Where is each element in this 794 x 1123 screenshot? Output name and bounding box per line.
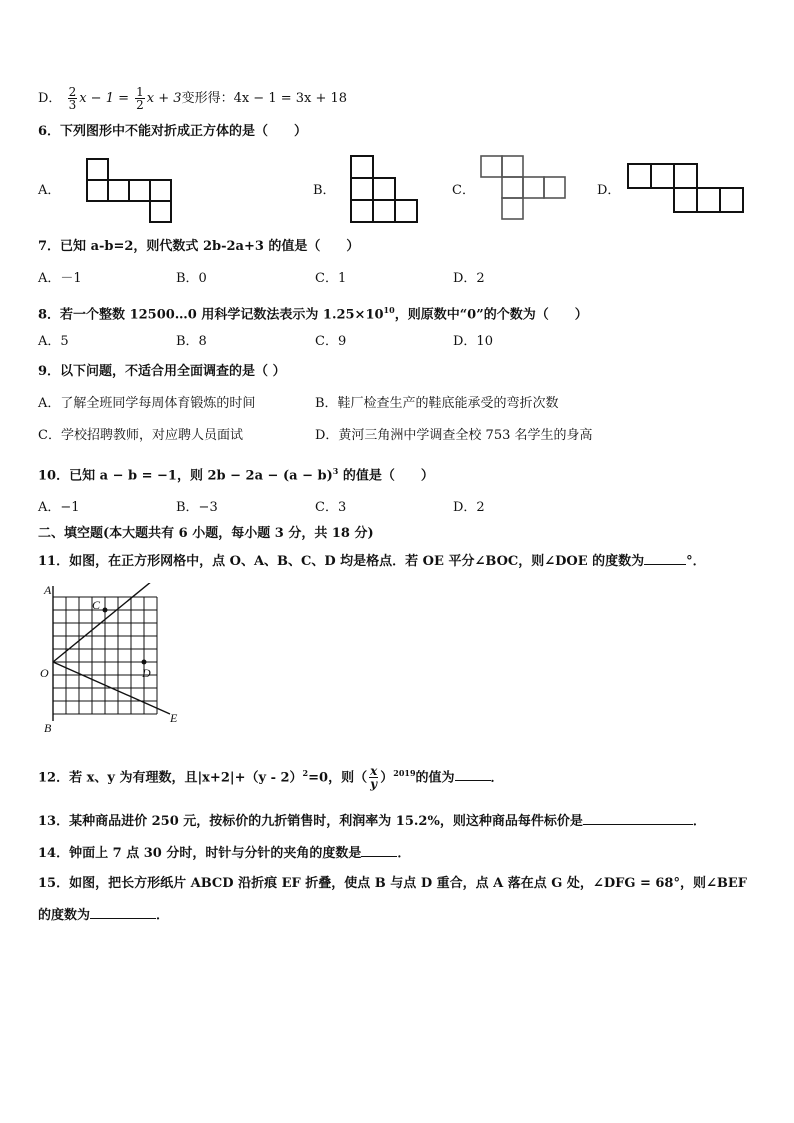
q6-label-c: C． — [452, 183, 475, 198]
q10-option-c: C．3 — [315, 500, 347, 515]
q11-answer-blank[interactable] — [644, 551, 686, 565]
q13-stem: 13．某种商品进价 250 元，按标价的九折销售时，利润率为 15.2%，则这种商品每件标价是 ． — [38, 811, 706, 831]
q9-option-b: B．鞋厂检查生产的鞋底能承受的弯折次数 — [315, 396, 559, 411]
q11-point-e: E — [170, 711, 178, 725]
q6-stem: 6．下列图形中不能对折成正方体的是（ ） — [38, 124, 308, 139]
q10-option-a: A．−1 — [38, 500, 80, 515]
q11-point-o: O — [40, 666, 49, 680]
q6-net-a — [86, 158, 174, 226]
q15-stem: 15．如图，把长方形纸片 ABCD 沿折痕 EF 折叠，使点 B 与点 D 重合，点 A 落在点 G 处，∠DFG = 68°，则∠BEF — [38, 876, 747, 891]
q6-net-d — [627, 163, 747, 217]
q6-net-b — [350, 155, 420, 227]
q12-stem: 12．若 x、y 为有理数，且|x+2|+（y - 2）$^2$=0，则（ $\frac{x}{y}$ ）$^{2019}$的值为 ． — [38, 764, 504, 792]
q7-option-b: B．0 — [176, 271, 207, 286]
q8-stem: 8．若一个整数 12500…0 用科学记数法表示为 $1.25\times 10^{10}$，则原数中“0”的个数为（ ） — [38, 305, 588, 323]
q11-point-c: C — [92, 598, 101, 612]
q7-option-c: C．1 — [315, 271, 347, 286]
q6-label-a: A． — [38, 183, 61, 198]
q11-grid-figure — [36, 583, 186, 738]
q8-option-d: D．10 — [453, 334, 493, 349]
q9-stem: 9．以下问题，不适合用全面调查的是（ ） — [38, 364, 286, 379]
q5-part-2: x + 3 — [146, 91, 182, 106]
q8-option-a: A．5 — [38, 334, 69, 349]
q11-point-d: D — [142, 666, 151, 680]
q5-option-d — [38, 86, 347, 111]
q11-point-b: B — [44, 721, 52, 735]
q9-option-a: A．了解全班同学每周体育锻炼的时间 — [38, 396, 256, 411]
q5-frac-2: $\frac{1}{2}$ — [136, 85, 144, 112]
q6-net-c — [480, 155, 570, 223]
q12-frac: $\frac{x}{y}$ — [370, 764, 378, 792]
q12-answer-blank[interactable] — [455, 767, 491, 781]
q8-option-b: B．8 — [176, 334, 207, 349]
q11-point-a: A — [44, 583, 52, 597]
q8-option-c: C．9 — [315, 334, 347, 349]
q5-part-1: x − 1 = — [79, 91, 130, 106]
q6-label-b: B． — [313, 183, 336, 198]
q9-option-d: D．黄河三角洲中学调查全校 753 名学生的身高 — [315, 428, 593, 443]
q5-frac-1: $\frac{2}{3}$ — [68, 85, 77, 112]
section-heading: 二、填空题(本大题共有 6 小题，每小题 3 分，共 18 分) — [38, 526, 374, 541]
q15-line2: 的度数为 ． — [38, 905, 169, 925]
q6-label-d: D． — [597, 183, 621, 198]
q13-answer-blank[interactable] — [583, 811, 693, 825]
q7-option-d: D．2 — [453, 271, 485, 286]
q10-option-d: D．2 — [453, 500, 485, 515]
q7-option-a: A．－1 — [38, 271, 82, 286]
q11-stem: 11．如图，在正方形网格中，点 O、A、B、C、D 均是格点．若 OE 平分∠BOC，则∠DOE 的度数为 °． — [38, 551, 706, 571]
q9-option-c: C．学校招聘教师，对应聘人员面试 — [38, 428, 243, 443]
q10-option-b: B．−3 — [176, 500, 218, 515]
q10-stem: 10．已知 a − b = −1，则 $2b - 2a - (a - b)^3$ 的值是（ ） — [38, 466, 434, 484]
q7-stem: 7．已知 a-b=2，则代数式 2b-2a+3 的值是（ ） — [38, 239, 360, 254]
q14-answer-blank[interactable] — [361, 843, 397, 857]
q14-stem: 14．钟面上 7 点 30 分时，时针与分针的夹角的度数是 ． — [38, 843, 410, 863]
q5-d-letter: D． — [38, 91, 62, 106]
q5-tail: 变形得：4x − 1 = 3x + 18 — [181, 91, 348, 106]
q15-answer-blank[interactable] — [90, 905, 156, 919]
